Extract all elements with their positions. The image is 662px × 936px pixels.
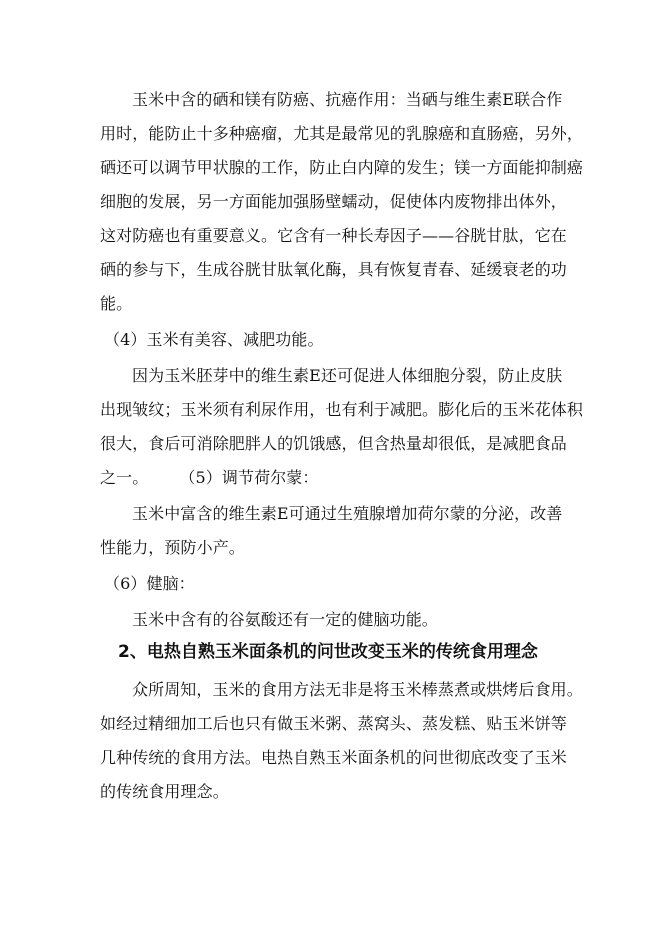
paragraph-line: 如经过精细加工后也只有做玉米粥、蒸窝头、蒸发糕、贴玉米饼等 — [100, 714, 567, 733]
paragraph-line: 能。 — [100, 294, 133, 313]
paragraph-line: 性能力，预防小产。 — [100, 538, 245, 557]
paragraph-line: 细胞的发展，另一方面能加强肠壁蠕动，促使体内废物排出体外， — [100, 192, 567, 211]
paragraph-line: 用时，能防止十多种癌瘤，尤其是最常见的乳腺癌和直肠癌，另外， — [100, 124, 584, 143]
paragraph-line: 玉米中富含的维生素E可通过生殖腺增加荷尔蒙的分泌，改善 — [132, 504, 563, 523]
paragraph-line: 的传统食用理念。 — [100, 782, 229, 801]
paragraph-line: 硒还可以调节甲状腺的工作，防止白内障的发生；镁一方面能抑制癌 — [100, 158, 584, 177]
paragraph-line: 这对防癌也有重要意义。它含有一种长寿因子——谷胱甘肽，它在 — [100, 226, 567, 245]
paragraph-line: 玉米中含有的谷氨酸还有一定的健脑功能。 — [132, 610, 438, 629]
section-item-6: （6）健脑： — [104, 574, 195, 593]
paragraph-line: 出现皱纹；玉米须有利尿作用，也有利于减肥。膨化后的玉米花体积 — [100, 400, 584, 419]
paragraph-line: 之一。 （5）调节荷尔蒙： — [100, 468, 319, 487]
paragraph-line: 众所周知，玉米的食用方法无非是将玉米棒蒸煮或烘烤后食用。 — [132, 680, 583, 699]
paragraph-line: 很大，食后可消除肥胖人的饥饿感，但含热量却很低，是减肥食品 — [100, 434, 567, 453]
paragraph-line: 几种传统的食用方法。电热自熟玉米面条机的问世彻底改变了玉米 — [100, 748, 567, 767]
paragraph-line: 硒的参与下，生成谷胱甘肽氧化酶，具有恢复青春、延缓衰老的功 — [100, 260, 567, 279]
section-heading: 2、电热自熟玉米面条机的问世改变玉米的传统食用理念 — [118, 642, 538, 662]
paragraph-line: 玉米中含的硒和镁有防癌、抗癌作用：当硒与维生素E联合作 — [132, 90, 563, 109]
paragraph-line: 因为玉米胚芽中的维生素E还可促进人体细胞分裂，防止皮肤 — [132, 366, 563, 385]
section-item-4: （4）玉米有美容、减肥功能。 — [104, 330, 324, 349]
